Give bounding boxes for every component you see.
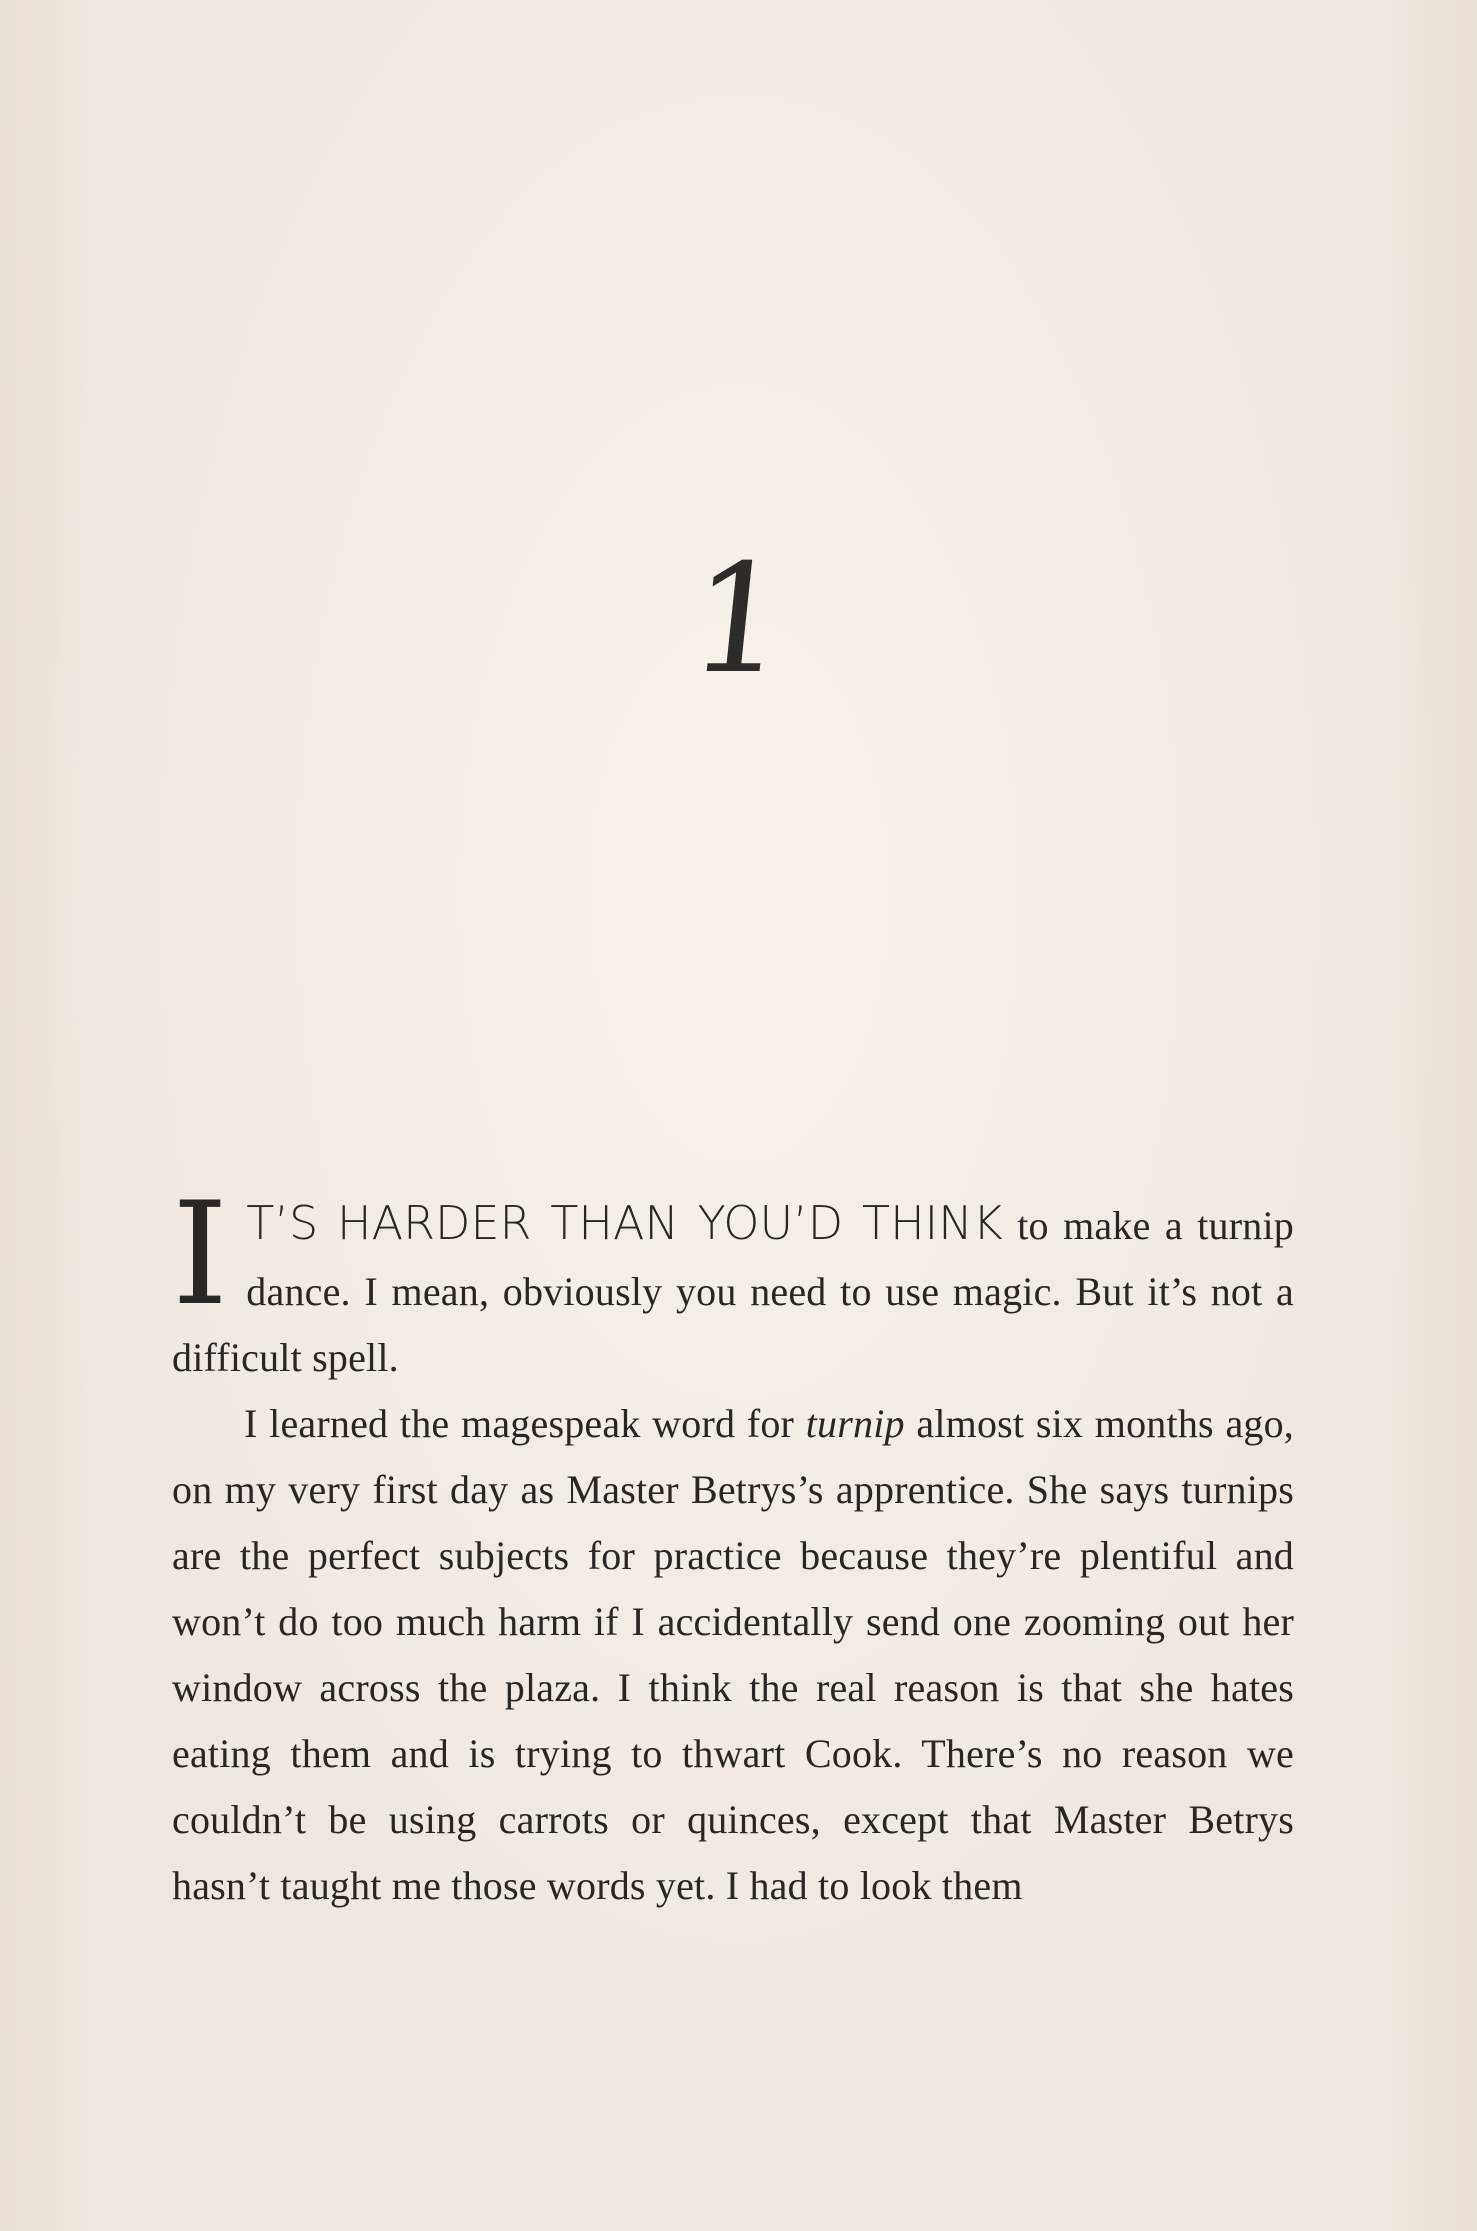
paragraph-2-italic: turnip xyxy=(805,1401,905,1446)
body-text xyxy=(172,1172,1294,1919)
paragraph-1 xyxy=(172,1172,1294,1391)
lead-in: T’S HARDER THAN YOU’D THINK xyxy=(246,1196,1003,1250)
paragraph-2-text-a: I learned the magespeak word for xyxy=(244,1401,806,1446)
drop-cap: I xyxy=(172,1172,229,1337)
paragraph-2-text-b: almost six months ago, on my very first day as Master Betrys’s apprentice. She says turnips are the perfect subjects for practice because they’re plentiful and won’t do too much harm if I accidentally send one zooming out her window across the plaza. I think the real reason is that she hates eating them and is trying to thwart Cook. There’s no reason we couldn’t be using carrots or quinces, except that Master Betrys hasn’t taught me those words yet. I had to look them xyxy=(172,1401,1294,1908)
paragraph-1-text: to make a turnip dance. I mean, obviously you need to use magic. But it’s not a difficult spell. xyxy=(172,1203,1294,1380)
paragraph-2 xyxy=(172,1391,1294,1919)
chapter-number: 1 xyxy=(681,533,796,707)
